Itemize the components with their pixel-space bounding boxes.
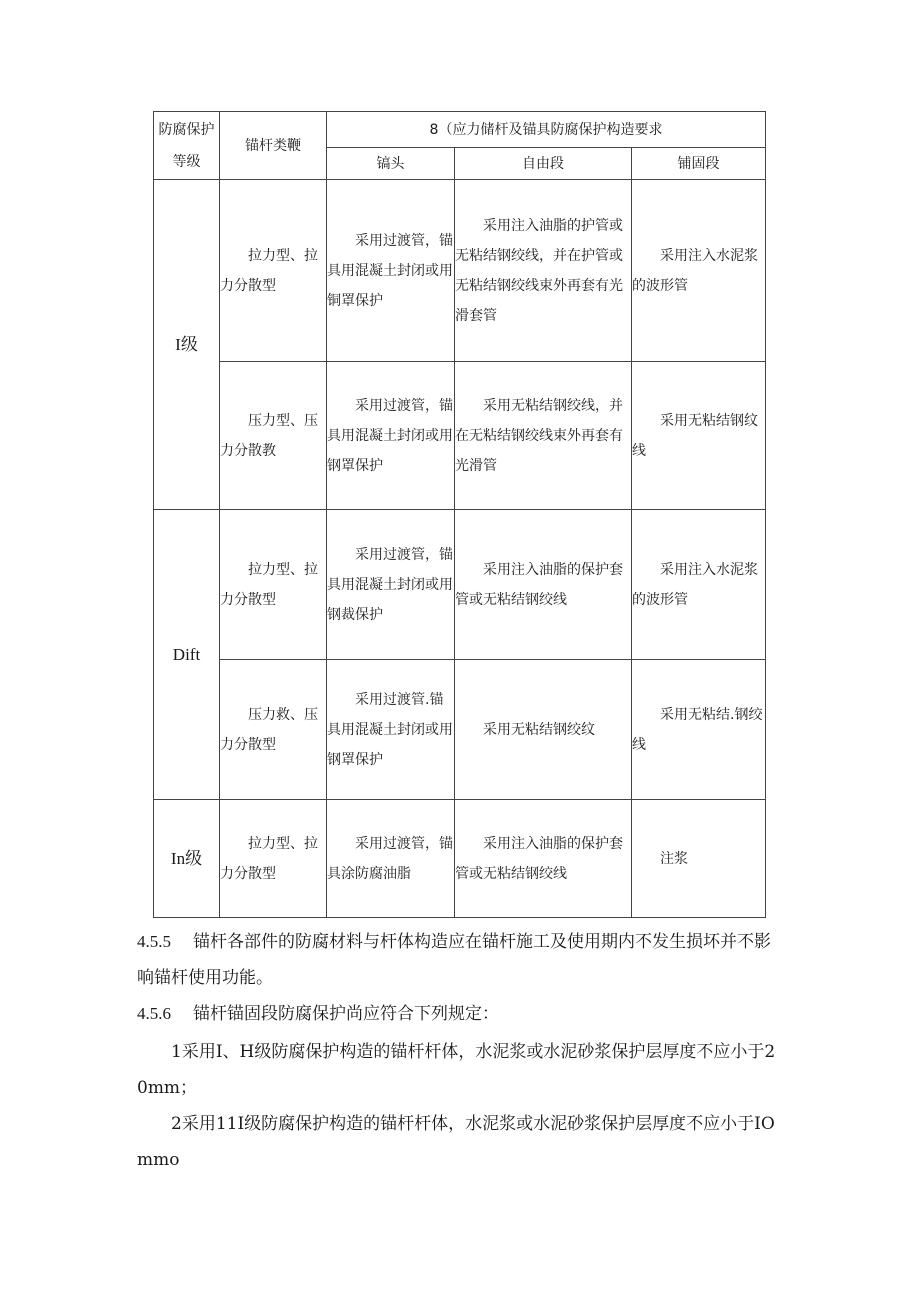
header-anchor-segment: 铺固段 [632,148,766,180]
clause-number: 4.5.6 [137,1004,171,1023]
anchor-cell: 采用注入水泥浆的波形管 [632,180,766,362]
grade-cell: Dift [154,510,220,800]
head-cell: 采用过渡管，锚具用混凝土封闭或用铜罩保护 [327,180,455,362]
header-anchor-type: 锚杆类鞭 [220,112,327,180]
anchor-cell: 注浆 [632,800,766,918]
head-cell: 采用过渡管.锚具用混凝土封闭或用钢罩保护 [327,660,455,800]
clause-item-2: 2采用11I级防腐保护构造的锚杆杆体，水泥浆或水泥砂浆保护层厚度不应小于IOmmo [137,1114,775,1170]
header-free-segment: 自由段 [455,148,632,180]
header-group-title: 8（应力储杆及锚具防腐保护构造要求 [327,112,766,148]
type-cell: 压力型、压力分散教 [220,362,327,510]
clause-number: 4.5.5 [137,932,171,951]
free-cell: 采用无粘结钢绞纹 [455,660,632,800]
clause-text: 锚杆锚固段防腐保护尚应符合下列规定： [193,1004,499,1024]
anchor-cell: 采用无粘结.钢绞线 [632,660,766,800]
head-cell: 采用过渡管，锚具用混凝土封闭或用钢罩保护 [327,362,455,510]
table-row [154,660,766,800]
table-row [154,800,766,918]
anchor-protection-table [153,111,766,918]
anchor-cell: 采用注入水泥浆的波形管 [632,510,766,660]
header-grade: 防腐保护等级 [154,112,220,180]
table-row [154,362,766,510]
type-cell: 拉力型、拉力分散型 [220,510,327,660]
grade-cell: In级 [154,800,220,918]
free-cell: 采用注入油脂的保护套管或无粘结钢绞线 [455,510,632,660]
table-row [154,180,766,362]
grade-cell: I级 [154,180,220,510]
table-row [154,510,766,660]
head-cell: 采用过渡管，锚具用混凝土封闭或用钢裁保护 [327,510,455,660]
clause-4-5-6 [137,996,777,1032]
free-cell: 采用无粘结钢绞线，并在无粘结钢绞线束外再套有光滑管 [455,362,632,510]
clause-text: 锚杆各部件的防腐材料与杆体构造应在锚杆施工及使用期内不发生损坏并不影响锚杆使用功能。 [137,932,771,988]
type-cell: 压力救、压力分散型 [220,660,327,800]
type-cell: 拉力型、拉力分散型 [220,180,327,362]
clause-4-5-5 [137,924,777,996]
free-cell: 采用注入油脂的保护套管或无粘结钢绞线 [455,800,632,918]
clause-item-1: 1采用I、H级防腐保护构造的锚杆杆体，水泥浆或水泥砂浆保护层厚度不应小于20mm； [137,1042,776,1098]
free-cell: 采用注入油脂的护管或无粘结钢绞线，并在护管或无粘结钢绞线束外再套有光滑套管 [455,180,632,362]
header-head: 镐头 [327,148,455,180]
type-cell: 拉力型、拉力分散型 [220,800,327,918]
anchor-cell: 采用无粘结钢纹线 [632,362,766,510]
head-cell: 采用过渡管，锚具涂防腐油脂 [327,800,455,918]
